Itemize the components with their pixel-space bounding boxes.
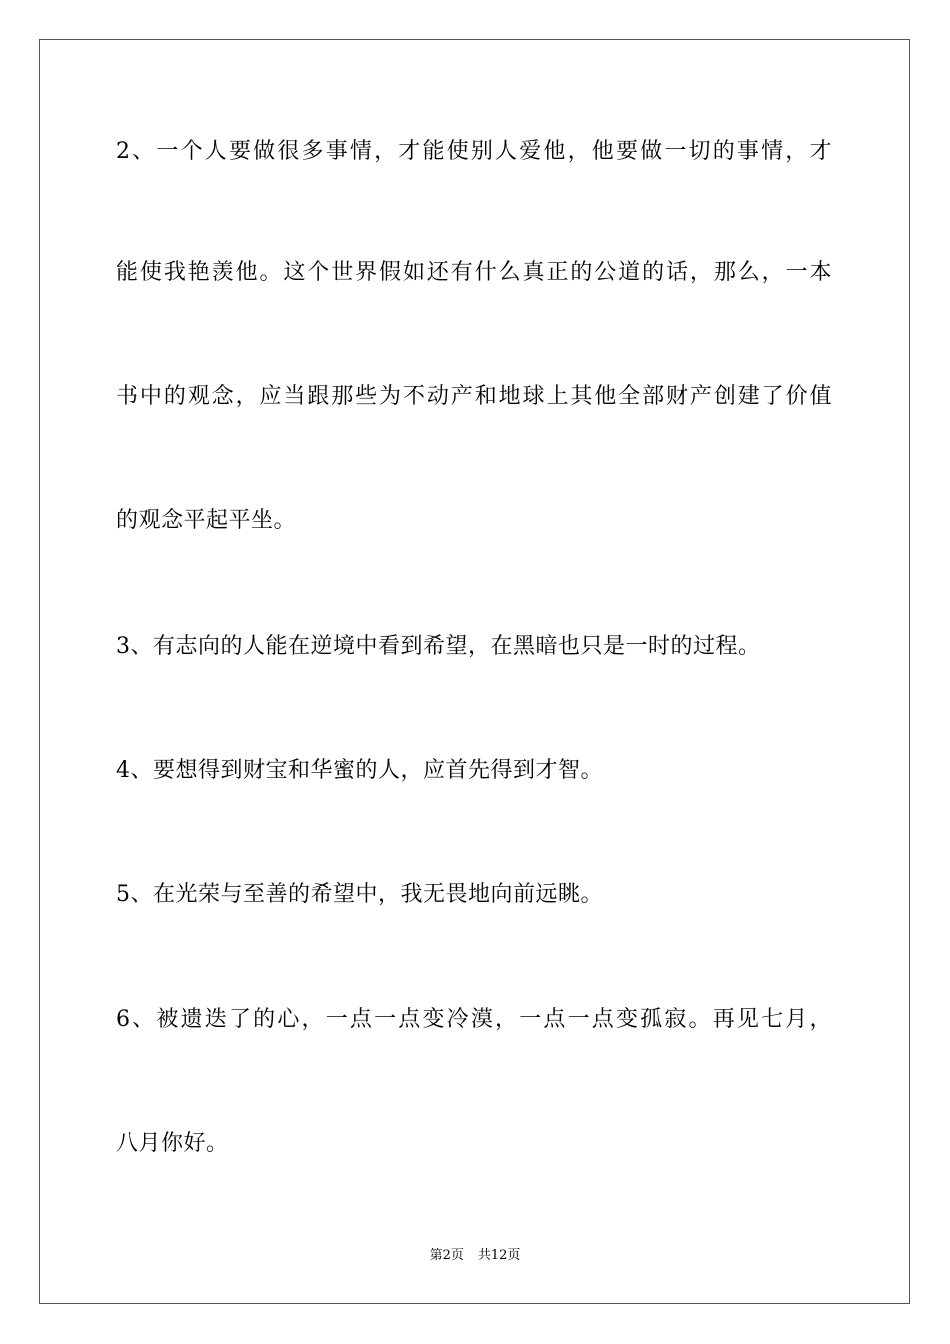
paragraph-line: 4、要想得到财宝和华蜜的人，应首先得到才智。 bbox=[116, 758, 603, 783]
page-total: 共12页 bbox=[477, 1248, 521, 1263]
page-number: 第2页 bbox=[429, 1248, 464, 1263]
paragraph-line: 2、一个人要做很多事情，才能使别人爱他，他要做一切的事情，才 bbox=[116, 139, 832, 164]
page-frame bbox=[39, 39, 910, 1304]
paragraph-line: 的观念平起平坐。 bbox=[116, 508, 297, 533]
paragraph-line: 书中的观念，应当跟那些为不动产和地球上其他全部财产创建了价值 bbox=[116, 384, 832, 409]
paragraph-line: 5、在光荣与至善的希望中，我无畏地向前远眺。 bbox=[116, 882, 603, 907]
page-footer bbox=[0, 1247, 950, 1265]
paragraph-line: 八月你好。 bbox=[116, 1131, 229, 1156]
paragraph-line: 6、被遗迭了的心，一点一点变冷漠，一点一点变孤寂。再见七月， bbox=[116, 1007, 832, 1032]
paragraph-line: 3、有志向的人能在逆境中看到希望，在黑暗也只是一时的过程。 bbox=[116, 634, 761, 659]
paragraph-line: 能使我艳羡他。这个世界假如还有什么真正的公道的话，那么，一本 bbox=[116, 260, 832, 285]
